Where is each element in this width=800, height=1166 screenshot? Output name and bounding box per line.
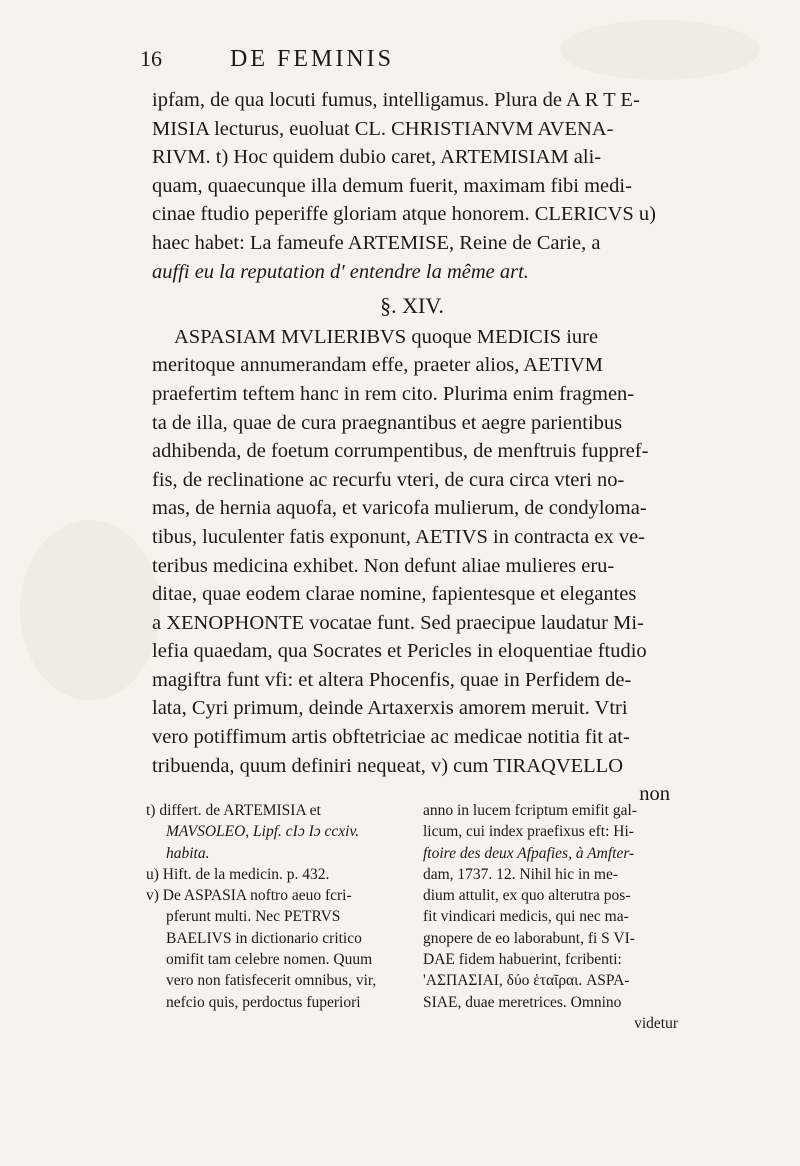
text-line: vero potiffimum artis obftetriciae ac medicae notitia fit at- — [152, 726, 630, 749]
text-line: ASPASIAM MVLIERIBVS quoque MEDICIS iure — [174, 325, 599, 348]
footnote-line: vero non fatisfecerit omnibus, vir, — [166, 972, 377, 990]
text-line: MISIA lecturus, euoluat CL. CHRISTIANVM AVENA- — [152, 117, 614, 140]
footnote-line: gnopere de eo laborabunt, fi S VI- — [423, 929, 635, 947]
footnote-line: licum, cui index praefixus eft: Hi- — [423, 823, 634, 841]
footnote-line: t) differt. de ARTEMISIA et — [146, 802, 321, 819]
footnote-line: nefcio quis, perdoctus fuperiori — [166, 993, 361, 1011]
page-number: 16 — [140, 46, 162, 71]
paper-stain — [20, 520, 160, 700]
footnote-catchword: videtur — [634, 1014, 678, 1032]
text-line: tibus, luculenter fatis exponunt, AETIVS in contracta ex ve- — [152, 525, 646, 548]
text-line: ditae, quae eodem clarae nomine, fapientesque et elegantes — [152, 583, 637, 606]
running-head: DE FEMINIS — [230, 46, 395, 72]
footnote-line: SIAE, duae meretrices. Omnino — [423, 993, 622, 1011]
text-line: ta de illa, quae de cura praegnantibus et aegre parientibus — [152, 411, 623, 434]
text-line: cinae ftudio peperiffe gloriam atque honorem. CLERICVS u) — [152, 203, 657, 226]
main-text — [152, 86, 672, 809]
page-header — [140, 46, 660, 80]
footnote-line: fit vindicari medicis, qui nec ma- — [423, 908, 629, 926]
text-line: adhibenda, de foetum corrumpentibus, de menftruis fuppref- — [152, 440, 649, 463]
footnote-line: ftoire des deux Afpafies, à Amfter- — [423, 844, 635, 862]
footnote-line: dium attulit, ex quo alterutra pos- — [423, 887, 631, 905]
footnote-line: dam, 1737. 12. Nihil hic in me- — [423, 865, 619, 883]
catchword: non — [639, 783, 670, 806]
text-line: meritoque annumerandam effe, praeter alios, AETIVM — [152, 354, 604, 377]
text-line: a XENOPHONTE vocatae funt. Sed praecipue laudatur Mi- — [152, 611, 644, 634]
footnote-line: 'ΑΣΠΑΣΙΑΙ, δύο ἑταῖραι. ASPA- — [423, 972, 630, 990]
footnote-line: BAELIVS in dictionario critico — [166, 929, 362, 947]
text-line: mas, de hernia aquofa, et varicofa mulierum, de condyloma- — [152, 497, 647, 520]
footnote-line: u) Hift. de la medicin. p. 432. — [146, 865, 330, 883]
text-line: fis, de reclinatione ac recurfu vteri, de cura circa vteri no- — [152, 468, 625, 491]
text-line: haec habet: La fameufe ARTEMISE, Reine de Carie, a — [152, 231, 601, 254]
footnote-line: pferunt multi. Nec PETRVS — [166, 908, 341, 926]
footnotes-right-column — [423, 800, 678, 1034]
text-line: tribuenda, quum definiri nequeat, v) cum TIRAQVELLO — [152, 754, 623, 777]
text-line: RIVM. t) Hoc quidem dubio caret, ARTEMISIAM ali- — [152, 146, 602, 169]
text-line: praefertim teftem hanc in rem cito. Plurima enim fragmen- — [152, 382, 635, 405]
text-line: lefia quaedam, qua Socrates et Pericles in eloquentiae ftudio — [152, 640, 647, 663]
footnote-line: DAE fidem habuerint, fcribenti: — [423, 951, 622, 969]
footnote-line: v) De ASPASIA noftro aeuo fcri- — [146, 887, 352, 905]
text-line: quam, quaecunque illa demum fuerit, maximam fibi medi- — [152, 174, 632, 197]
text-line: auffi eu la reputation d' entendre la même art. — [152, 260, 529, 283]
text-line: ipfam, de qua locuti fumus, intelligamus. Plura de A R T E- — [152, 89, 640, 111]
text-line: lata, Cyri primum, deinde Artaxerxis amorem meruit. Vtri — [152, 697, 628, 720]
text-line: teribus medicina exhibet. Non defunt aliae mulieres eru- — [152, 554, 615, 577]
footnote-line: anno in lucem fcriptum emifit gal- — [423, 802, 637, 819]
footnote-line: omifit tam celebre nomen. Quum — [166, 951, 373, 969]
section-heading: §. XIV. — [380, 293, 444, 319]
text-line: magiftra funt vfi: et altera Phocenfis, quae in Perfidem de- — [152, 668, 632, 691]
footnotes-left-column — [146, 800, 396, 1013]
footnote-line: habita. — [166, 844, 210, 862]
footnote-line: MAVSOLEO, Lipf. cIɔ Iɔ ccxiv. — [166, 823, 360, 841]
